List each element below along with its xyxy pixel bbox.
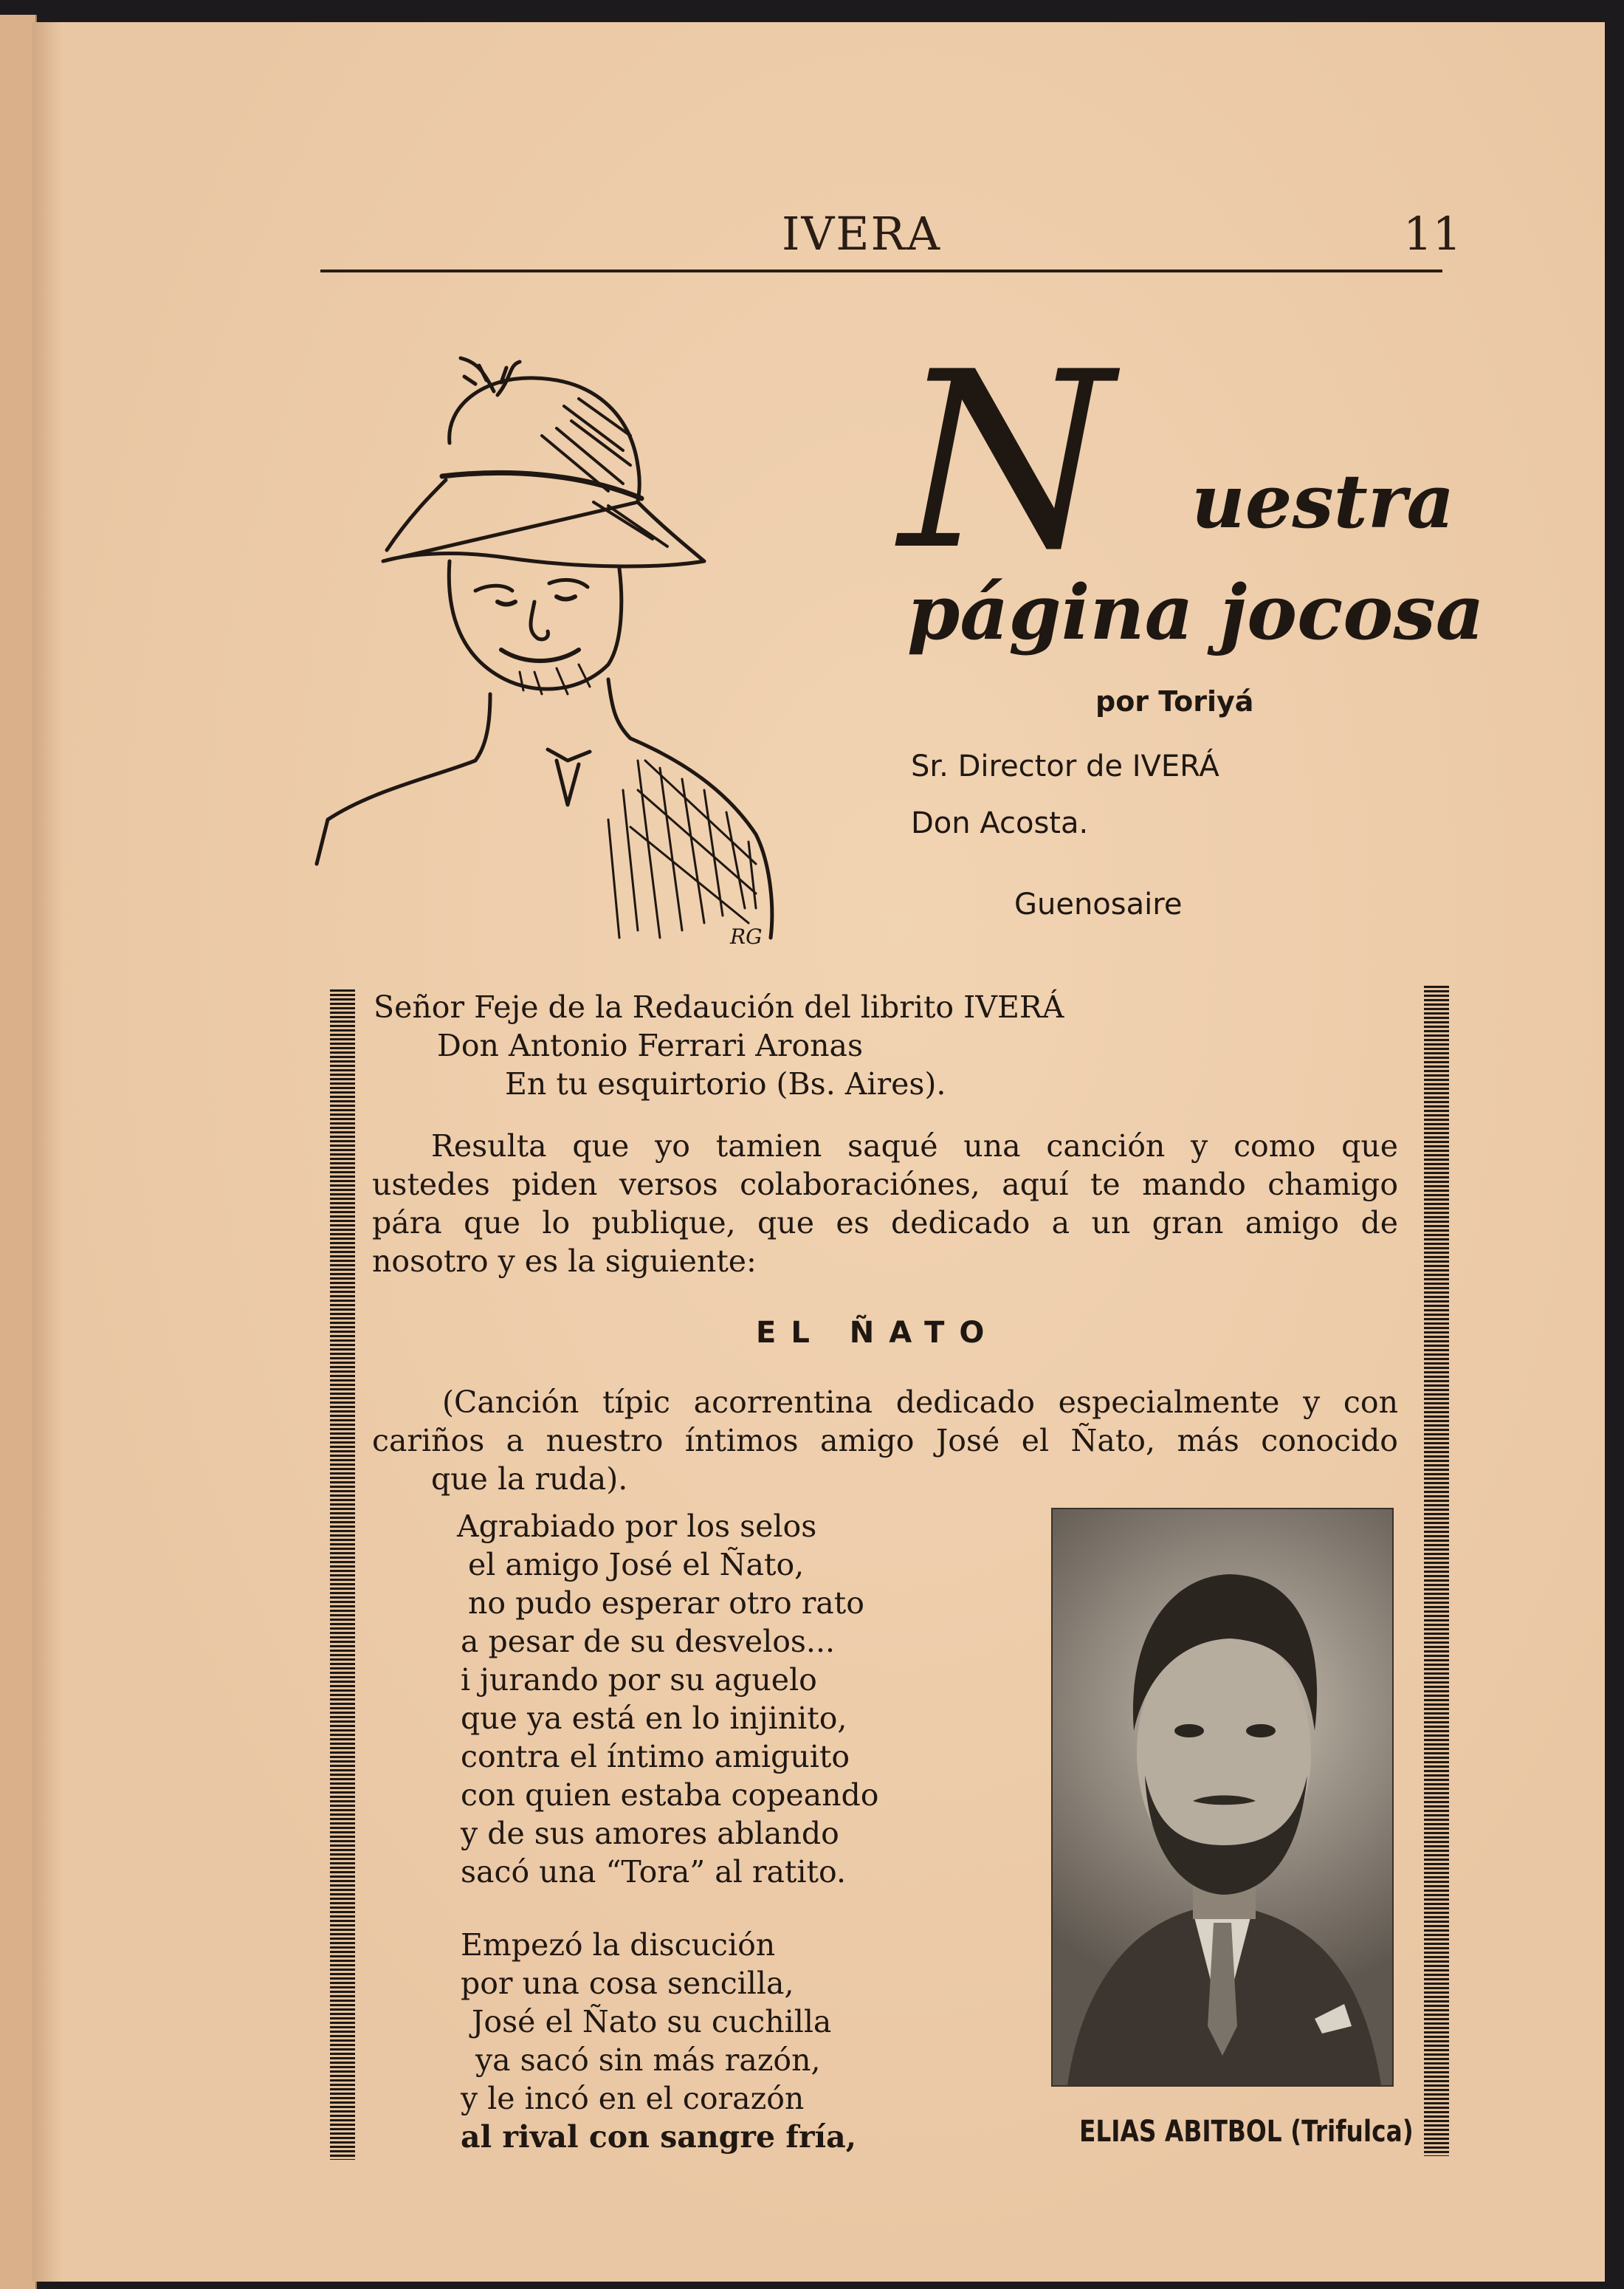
verse-line: Empezó la discución: [461, 1927, 776, 1963]
title-initial: N: [900, 320, 1113, 603]
magazine-page: [32, 22, 1605, 2282]
verse-line: y de sus amores ablando: [461, 1816, 839, 1851]
verse-line: Agrabiado por los selos: [457, 1509, 817, 1544]
photo-caption: ELIAS ABITBOL (Trifulca): [1079, 2115, 1414, 2149]
decorative-bar-right: [1424, 986, 1449, 2156]
song-title: EL ÑATO: [756, 1316, 999, 1350]
body-line: nosotro y es la siguiente:: [372, 1243, 757, 1279]
portrait-photo: [1051, 1508, 1394, 2087]
portrait-figure: [1053, 1509, 1392, 2085]
page-number: 11: [1403, 207, 1462, 261]
body-line: Resulta que yo tamien saqué una canción y como que: [431, 1128, 1398, 1164]
dedication-line: cariños a nuestro íntimos amigo José el Ñato, más conocido: [372, 1423, 1398, 1458]
decorative-bar-left: [330, 989, 355, 2160]
verse-line: por una cosa sencilla,: [461, 1966, 794, 2001]
header-rule: [320, 270, 1442, 272]
salutation-line: En tu esquirtorio (Bs. Aires).: [505, 1066, 946, 1102]
verse-line: ya sacó sin más razón,: [475, 2042, 821, 2078]
verse-line: al rival con sangre fría,: [461, 2119, 856, 2155]
verse-line: que ya está en lo injinito,: [461, 1701, 847, 1736]
running-header-title: IVERA: [782, 207, 941, 261]
verse-line: no pudo esperar otro rato: [468, 1585, 864, 1621]
address-line: Guenosaire: [1014, 888, 1183, 922]
salutation-line: Don Antonio Ferrari Aronas: [437, 1028, 864, 1063]
sketch-signature: RG: [730, 924, 763, 949]
body-line: pára que lo publique, que es dedicado a un gran amigo de: [372, 1205, 1398, 1240]
dedication-line: que la ruda).: [431, 1461, 628, 1497]
verse-line: contra el íntimo amiguito: [461, 1739, 850, 1774]
title-line-1: uestra: [1191, 458, 1455, 545]
title-line-2: página jocosa: [907, 569, 1484, 657]
byline: por Toriyá: [1095, 685, 1254, 718]
verse-line: a pesar de su desvelos...: [461, 1624, 836, 1659]
verse-line: el amigo José el Ñato,: [468, 1547, 805, 1582]
verse-line: i jurando por su aguelo: [461, 1662, 817, 1698]
verse-line: y le incó en el corazón: [461, 2081, 805, 2116]
verse-line: José el Ñato su cuchilla: [472, 2004, 832, 2039]
verse-line: sacó una “Tora” al ratito.: [461, 1854, 846, 1890]
verse-line: con quien estaba copeando: [461, 1777, 879, 1813]
address-line: Sr. Director de IVERÁ: [911, 749, 1219, 783]
salutation-line: Señor Feje de la Redaución del librito IVERÁ: [374, 989, 1064, 1025]
dedication-line: (Canción típic acorrentina dedicado especialmente y con: [442, 1384, 1398, 1420]
sketch-illustration: [313, 347, 844, 953]
address-line: Don Acosta.: [911, 806, 1089, 840]
body-line: ustedes piden versos colaboraciónes, aquí te mando chamigo: [372, 1167, 1398, 1202]
page-gutter: [0, 15, 37, 2289]
